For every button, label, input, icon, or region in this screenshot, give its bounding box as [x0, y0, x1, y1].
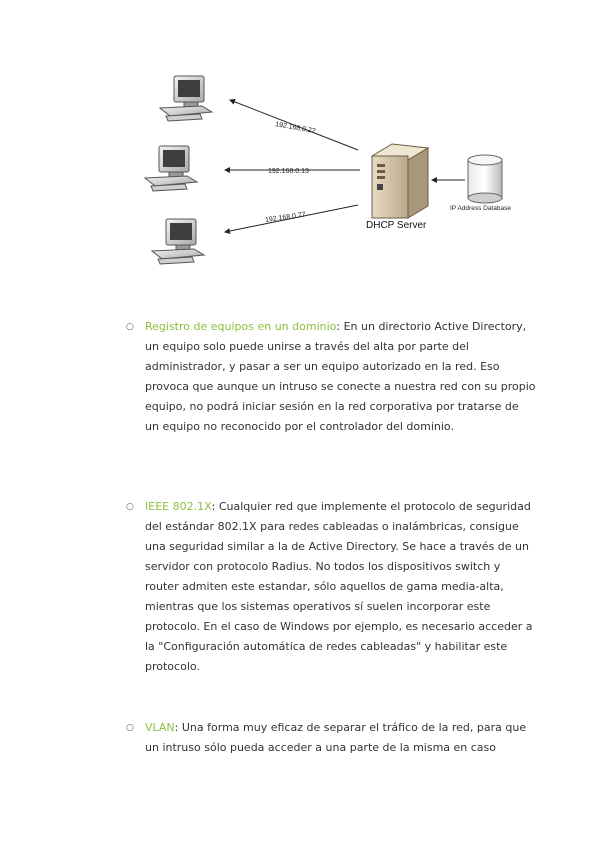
bullet-text: : Cualquier red que implemente el protocolo de seguridad del estándar 802.1X para redes cableadas o inalámbricas, consigue una seguridad similar a la de Active Directory. Se hace a través de un servidor con protocolo Radius. No todos los dispositivos switch y router admiten este estandar, sólo aquellos de gama media-alta, mientras que los sistemas operativos sí suelen incorporar este protocolo. En el caso de Windows por ejemplo, es necesario acceder a la "Configuración automática de redes cableadas" y habilitar este protocolo. — [145, 500, 533, 673]
ip-label-3: 192.168.0.77 — [264, 211, 307, 225]
computer-icon — [160, 76, 212, 121]
dhcp-network-figure — [130, 60, 530, 275]
bullet-content — [145, 317, 536, 437]
computer-icon — [145, 146, 197, 191]
dhcp-diagram — [130, 60, 530, 275]
bullet-term: VLAN — [145, 721, 175, 734]
bullet-domain-registration — [126, 317, 536, 437]
bullet-term: IEEE 802.1X — [145, 500, 212, 513]
bullet-marker: ○ — [126, 723, 134, 733]
ip-label-2: 192.168.0.13 — [268, 168, 309, 175]
computer-icon — [152, 219, 204, 264]
bullet-ieee-8021x — [126, 497, 536, 677]
bullet-marker: ○ — [126, 322, 134, 332]
bullet-content — [145, 497, 536, 677]
bullet-text: : Una forma muy eficaz de separar el tráfico de la red, para que un intruso sólo pueda acceder a una parte de la misma en caso — [145, 721, 527, 754]
dhcp-server-icon — [372, 144, 428, 218]
dhcp-server-label: DHCP Server — [366, 220, 427, 231]
bullet-term: Registro de equipos en un dominio — [145, 320, 337, 333]
bullet-content — [145, 718, 536, 758]
database-icon — [468, 155, 502, 203]
bullet-marker: ○ — [126, 502, 134, 512]
bullet-vlan — [126, 718, 536, 758]
ip-label-1: 192.168.0.22 — [274, 121, 317, 136]
database-label: IP Address Database — [450, 205, 511, 212]
bullet-text: : En un directorio Active Directory, un equipo solo puede unirse a través del alta por parte del administrador, y pasar a ser un equipo autorizado en la red. Eso provoca que aunque un intruso se conecte a nuestra red con su propio equipo, no podrá iniciar sesión en la red corporativa por tratarse de un equipo no reconocido por el controlador del dominio. — [145, 320, 536, 433]
